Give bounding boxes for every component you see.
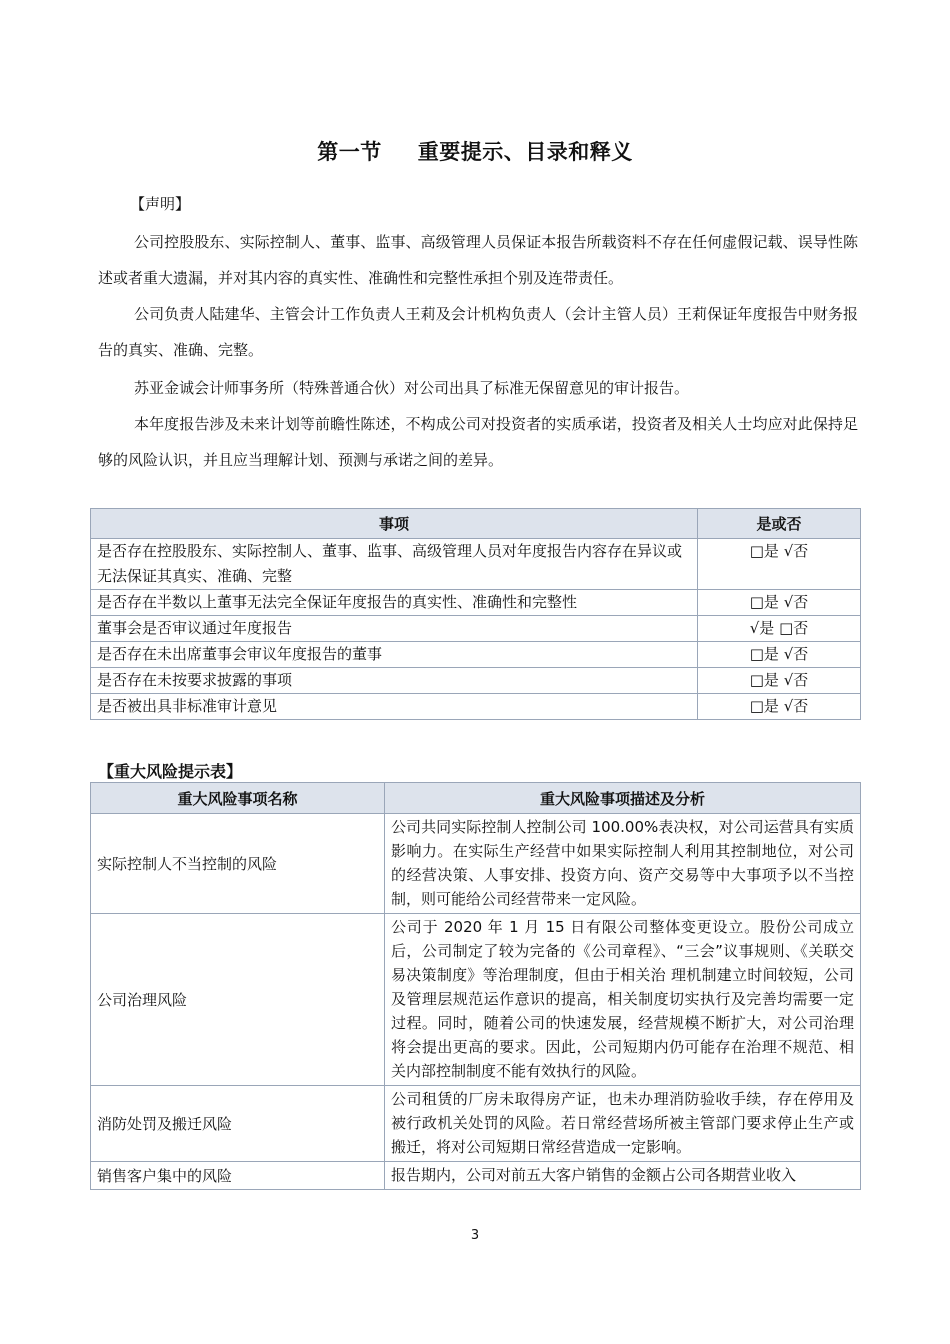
matter-answer: □是 √否 <box>698 642 861 668</box>
matter-answer: □是 √否 <box>698 590 861 616</box>
matter-answer: □是 √否 <box>698 539 861 590</box>
section-number: 第一节 <box>317 140 382 164</box>
matter-item: 是否被出具非标准审计意见 <box>91 694 698 720</box>
section-title <box>0 136 950 166</box>
table-row <box>91 616 861 642</box>
risk-header-name: 重大风险事项名称 <box>91 783 385 814</box>
risk-name: 实际控制人不当控制的风险 <box>91 814 385 914</box>
risk-header-desc: 重大风险事项描述及分析 <box>385 783 861 814</box>
matter-item: 是否存在未出席董事会审议年度报告的董事 <box>91 642 698 668</box>
risk-description: 公司租赁的厂房未取得房产证，也未办理消防验收手续，存在停用及被行政机关处罚的风险。若日常经营场所被主管部门要求停止生产或搬迁，将对公司短期日常经营造成一定影响。 <box>385 1086 861 1162</box>
matters-header-item: 事项 <box>91 509 698 539</box>
table-row <box>91 914 861 1086</box>
declaration-paragraph-2: 公司负责人陆建华、主管会计工作负责人王莉及会计机构负责人（会计主管人员）王莉保证年度报告中财务报告的真实、准确、完整。 <box>98 305 858 359</box>
table-row <box>91 694 861 720</box>
table-row <box>91 1162 861 1190</box>
risk-table <box>90 782 861 1190</box>
risk-table-heading: 【重大风险提示表】 <box>98 762 243 781</box>
risk-name: 销售客户集中的风险 <box>91 1162 385 1190</box>
section-name: 重要提示、目录和释义 <box>417 140 633 164</box>
risk-name: 消防处罚及搬迁风险 <box>91 1086 385 1162</box>
risk-name: 公司治理风险 <box>91 914 385 1086</box>
matter-item: 是否存在未按要求披露的事项 <box>91 668 698 694</box>
risk-description: 报告期内，公司对前五大客户销售的金额占公司各期营业收入 <box>385 1162 861 1190</box>
table-row <box>91 642 861 668</box>
matter-answer: □是 √否 <box>698 668 861 694</box>
declaration-heading: 【声明】 <box>130 195 191 213</box>
matters-table <box>90 508 861 720</box>
matter-answer: □是 √否 <box>698 694 861 720</box>
declaration-paragraph-4: 本年度报告涉及未来计划等前瞻性陈述，不构成公司对投资者的实质承诺，投资者及相关人士均应对此保持足够的风险认识，并且应当理解计划、预测与承诺之间的差异。 <box>98 415 858 469</box>
table-row <box>91 539 861 590</box>
matter-item: 是否存在控股股东、实际控制人、董事、监事、高级管理人员对年度报告内容存在异议或无法保证其真实、准确、完整 <box>91 539 698 590</box>
matter-answer: √是 □否 <box>698 616 861 642</box>
table-row <box>91 814 861 914</box>
declaration-paragraph-1: 公司控股股东、实际控制人、董事、监事、高级管理人员保证本报告所载资料不存在任何虚假记载、误导性陈述或者重大遗漏，并对其内容的真实性、准确性和完整性承担个别及连带责任。 <box>98 233 858 287</box>
declaration-paragraph-3: 苏亚金诚会计师事务所（特殊普通合伙）对公司出具了标准无保留意见的审计报告。 <box>134 379 690 397</box>
table-row <box>91 1086 861 1162</box>
risk-table-header <box>91 783 861 814</box>
matter-item: 是否存在半数以上董事无法完全保证年度报告的真实性、准确性和完整性 <box>91 590 698 616</box>
risk-description: 公司共同实际控制人控制公司 100.00%表决权，对公司运营具有实质影响力。在实际生产经营中如果实际控制人利用其控制地位，对公司的经营决策、人事安排、投资方向、资产交易等中大事项予以不当控制，则可能给公司经营带来一定风险。 <box>385 814 861 914</box>
risk-description: 公司于 2020 年 1 月 15 日有限公司整体变更设立。股份公司成立后，公司制定了较为完备的《公司章程》、“三会”议事规则、《关联交易决策制度》等治理制度，但由于相关治 理机制建立时间较短，公司及管理层规范运作意识的提高，相关制度切实执行及完善均需要一定过程。同时，随着公司的快速发展，经营规模不断扩大，对公司治理将会提出更高的要求。因此，公司短期内仍可能存在治理不规范、相关内部控制制度不能有效执行的风险。 <box>385 914 861 1086</box>
matters-header-answer: 是或否 <box>698 509 861 539</box>
table-row <box>91 590 861 616</box>
matter-item: 董事会是否审议通过年度报告 <box>91 616 698 642</box>
table-row <box>91 668 861 694</box>
page-number: 3 <box>470 1228 480 1243</box>
matters-table-header <box>91 509 861 539</box>
